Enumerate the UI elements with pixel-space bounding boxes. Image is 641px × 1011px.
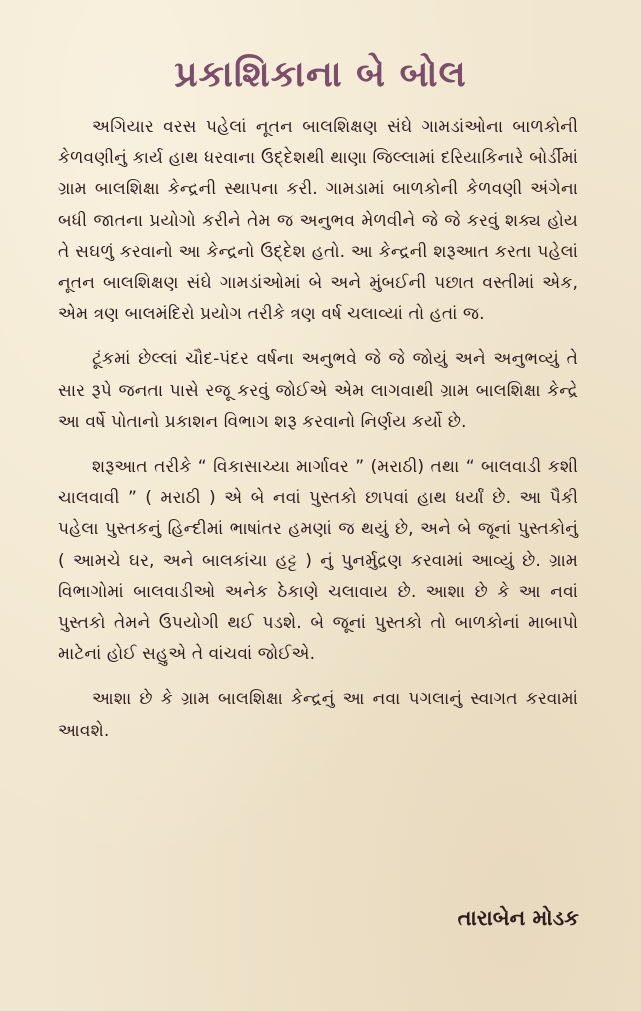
paragraph-3: શરૂઆત તરીકે “ વિકાસાચ્યા માર્ગાવર ” (મરાઠી) તથા “ બાલવાડી કશી ચાલવાવી ” ( મરાઠી ) એ બે નવાં પુસ્તકો છાપવાં હાથ ધર્યાં છે. આ પૈકી પહેલા પુસ્તકનું હિન્દીમાં ભાષાંતર હમણાં જ થયું છે, અને બે જૂનાં પુસ્તકોનું ( આમચે ઘર, અને બાલકાંચા હટ્ટ ) નું પુનર્મુદ્રણ કરવામાં આવ્યું છે. ગ્રામ વિભાગોમાં બાલવાડીઓ અનેક ઠેકાણે ચલાવાય છે. આશા છે કે આ નવાં પુસ્તકો તેમને ઉપયોગી થઈ પડશે. બે જૂનાં પુસ્તકો તો બાળકોનાં માબાપો માટેનાં હોઈ સહુએ તે વાંચવાં જોઈએ.	[58, 457, 578, 665]
paragraph-1: અગિયાર વરસ પહેલાં નૂતન બાલશિક્ષણ સંઘે ગામડાંઓના બાળકોની કેળવણીનું કાર્ય હાથ ધરવાના ઉદ્દેશથી થાણા જિલ્લામાં દરિયાકિનારે બોર્ડીમાં ગ્રામ બાલશિક્ષા કેન્દ્રની સ્થાપના કરી. ગામડામાં બાળકોની કેળવણી અંગેના બધી જાતના પ્રયોગો કરીને તેમ જ અનુભવ મેળવીને જે જે કરવું શક્ય હોય તે સઘળું કરવાનો આ કેન્દ્રનો ઉદ્દેશ હતો. આ કેન્દ્રની શરૂઆત કરતા પહેલાં નૂતન બાલશિક્ષણ સંઘે ગામડાંઓમાં બે અને મુંબઈની પછાત વસ્તીમાં એક, એમ ત્રણ બાલમંદિરો પ્રયોગ તરીકે ત્રણ વર્ષ ચલાવ્યાં તો હતાં જ.	[58, 117, 578, 325]
author-signature: તારાબેન મોડક	[457, 906, 579, 930]
body-text	[58, 112, 578, 761]
paragraph-4: આશા છે કે ગ્રામ બાલશિક્ષા કેન્દ્રનું આ નવા પગલાનું સ્વાગત કરવામાં આવશે.	[58, 689, 578, 741]
paragraph-2: ટૂંકમાં છેલ્લાં ચૌદ-પંદર વર્ષના અનુભવે જે જે જોયું અને અનુભવ્યું તે સાર રૂપે જનતા પાસે રજૂ કરવું જોઈએ એમ લાગવાથી ગ્રામ બાલશિક્ષા કેન્દ્રે આ વર્ષે પોતાનો પ્રકાશન વિભાગ શરૂ કરવાનો નિર્ણય કર્યો છે.	[58, 349, 578, 432]
page-title: પ્રકાશિકાના બે બોલ	[174, 54, 467, 95]
